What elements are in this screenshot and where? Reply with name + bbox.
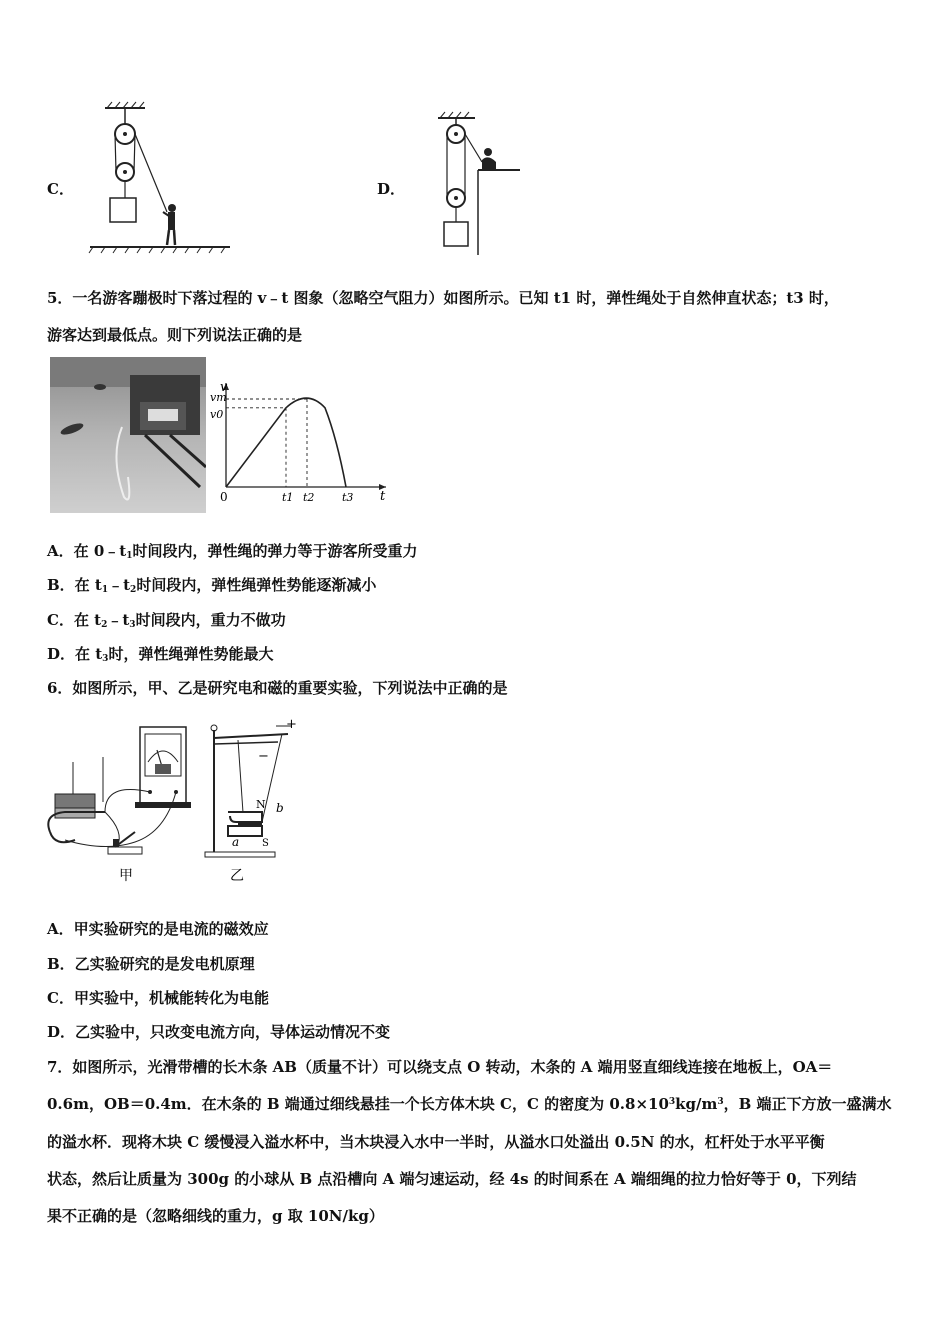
x-tick-t1: t1 (282, 491, 294, 504)
q5-stem-line1: 5．一名游客蹦极时下落过程的 v﹣t 图象（忽略空气阻力）如图所示。已知 t1 时，弹性绳处于自然伸直状态；t3 时， (47, 289, 839, 307)
pulley-figure-c (85, 100, 235, 260)
y-tick-vm: vm (210, 391, 227, 404)
label-plus: + (286, 717, 297, 732)
label-n: N (256, 798, 266, 811)
q6-figure-jia (45, 722, 205, 887)
label-yi: 乙 (230, 868, 244, 884)
velocity-curve (226, 398, 346, 487)
q6-stem: 6．如图所示，甲、乙是研究电和磁的重要实验，下列说法中正确的是 (47, 679, 508, 697)
q6-option-b[interactable]: B．乙实验研究的是发电机原理 (47, 955, 255, 973)
q5-option-b[interactable]: B．在 $t_1﹣t_2$时间段内，弹性绳弹性势能逐渐减小 (47, 576, 377, 595)
label-b: b (276, 801, 284, 815)
q5-stem-line2: 游客达到最低点。则下列说法正确的是 (47, 326, 303, 344)
option-c-label: C． (47, 180, 74, 198)
q7-line1: 7．如图所示，光滑带槽的长木条 AB（质量不计）可以绕支点 O 转动，木条的 A 端用竖直细线连接在地板上，OA＝ (47, 1058, 833, 1076)
q7-line4: 状态，然后让质量为 300g 的小球从 B 点沿槽向 A 端匀速运动，经 4s 的时间系在 A 端细绳的拉力恰好等于 0，下列结 (47, 1170, 857, 1188)
q6-figure-yi (200, 712, 310, 887)
label-a: a (232, 835, 240, 849)
q5-vt-chart (208, 375, 398, 515)
y-axis-label: v (220, 380, 228, 395)
x-tick-t2: t2 (303, 491, 315, 504)
pulley-figure-d (430, 110, 530, 260)
y-tick-v0: v0 (210, 407, 224, 421)
x-tick-t3: t3 (342, 491, 354, 504)
bungee-photo (50, 357, 206, 513)
option-d-label: D． (377, 180, 406, 198)
q6-option-c[interactable]: C．甲实验中，机械能转化为电能 (47, 989, 269, 1007)
q6-option-d[interactable]: D．乙实验中，只改变电流方向，导体运动情况不变 (47, 1023, 391, 1041)
origin-label: 0 (220, 490, 228, 504)
x-axis-label: t (380, 489, 386, 504)
q7-line3: 的溢水杯．现将木块 C 缓慢浸入溢水杯中，当木块浸入水中一半时，从溢水口处溢出 0.5N 的水，杠杆处于水平平衡 (47, 1133, 825, 1151)
q7-line5: 果不正确的是（忽略细线的重力，g 取 10N/kg） (47, 1207, 384, 1225)
label-minus: − (258, 749, 269, 764)
q5-option-a[interactable]: A．在 $0﹣t_1$时间段内，弹性绳的弹力等于游客所受重力 (47, 542, 418, 561)
q6-option-a[interactable]: A．甲实验研究的是电流的磁效应 (47, 920, 269, 938)
q5-option-d[interactable]: D．在 $t_3$时，弹性绳弹性势能最大 (47, 645, 274, 664)
label-jia: 甲 (119, 868, 133, 884)
label-s: S (262, 838, 269, 849)
q5-option-c[interactable]: C．在 $t_2﹣t_3$时间段内，重力不做功 (47, 611, 286, 630)
q7-line2: 0.6m，OB＝0.4m．在木条的 B 端通过细线悬挂一个长方体木块 C，C 的密度为 $0.8\times 10^3kg/m^3$，B 端正下方放一盛满水 (47, 1095, 892, 1113)
